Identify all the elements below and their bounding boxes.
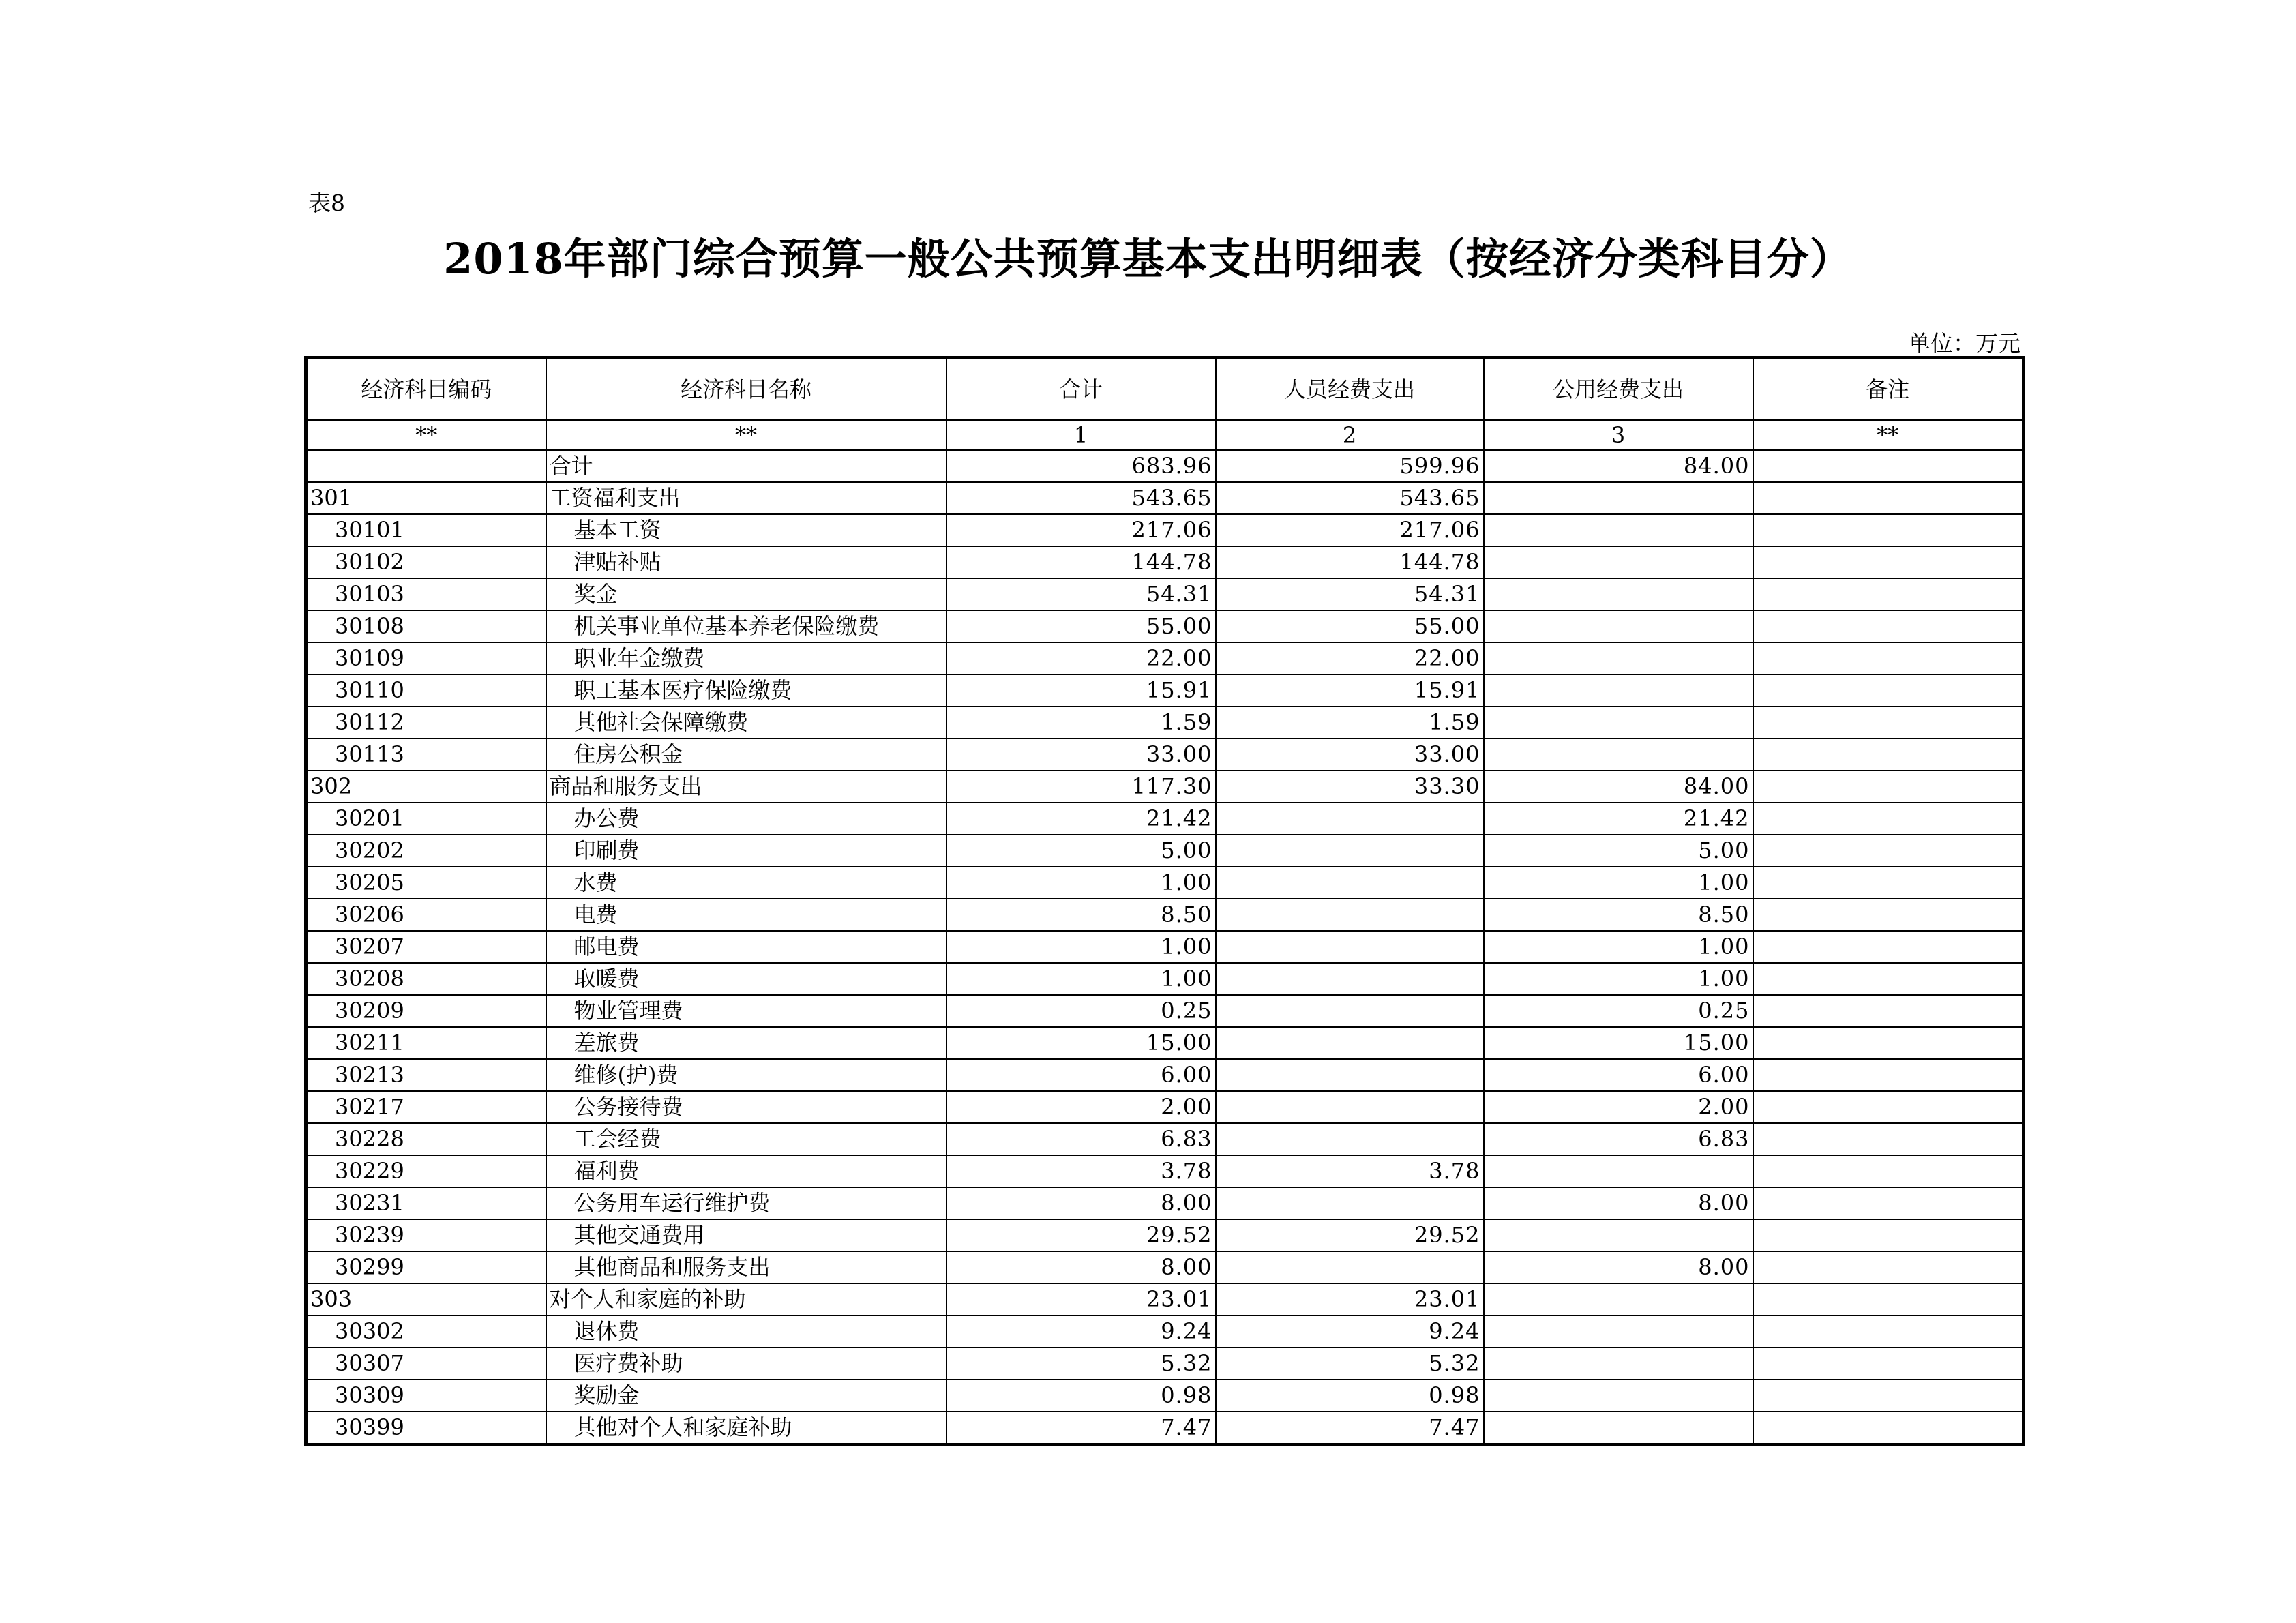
public-cell: 8.00 [1484,1251,1753,1283]
personnel-cell: 54.31 [1216,578,1484,610]
name-cell: 维修(护)费 [546,1059,946,1091]
table-row [306,867,2024,899]
index-cell: ** [1753,420,2024,450]
name-cell: 商品和服务支出 [546,771,946,803]
header-name: 经济科目名称 [546,358,946,421]
personnel-cell [1216,899,1484,931]
public-cell: 21.42 [1484,803,1753,835]
code-cell: 30205 [306,867,546,899]
code-cell [306,450,546,482]
code-cell: 30309 [306,1380,546,1412]
table-row [306,1219,2024,1251]
total-cell: 5.00 [946,835,1216,867]
index-cell: ** [546,420,946,450]
code-cell: 30211 [306,1027,546,1059]
note-cell [1753,450,2024,482]
public-cell [1484,1219,1753,1251]
table-row [306,642,2024,674]
code-cell: 30103 [306,578,546,610]
note-cell [1753,1219,2024,1251]
table-row [306,1412,2024,1445]
personnel-cell [1216,963,1484,995]
name-cell: 其他商品和服务支出 [546,1251,946,1283]
total-cell: 21.42 [946,803,1216,835]
total-cell: 1.00 [946,963,1216,995]
table-row [306,1059,2024,1091]
public-cell: 5.00 [1484,835,1753,867]
name-cell: 水费 [546,867,946,899]
note-cell [1753,771,2024,803]
name-cell: 职工基本医疗保险缴费 [546,674,946,706]
table-row [306,1315,2024,1347]
table-row [306,1347,2024,1380]
code-cell: 30302 [306,1315,546,1347]
personnel-cell: 3.78 [1216,1155,1484,1187]
personnel-cell [1216,1251,1484,1283]
total-cell: 1.00 [946,867,1216,899]
header-code: 经济科目编码 [306,358,546,421]
document-title: 2018年部门综合预算一般公共预算基本支出明细表（按经济分类科目分） [443,234,1853,284]
note-cell [1753,514,2024,546]
note-cell [1753,1315,2024,1347]
index-cell: 2 [1216,420,1484,450]
name-cell: 对个人和家庭的补助 [546,1283,946,1315]
code-cell: 301 [306,482,546,514]
public-cell [1484,739,1753,771]
total-cell: 8.00 [946,1251,1216,1283]
total-cell: 55.00 [946,610,1216,642]
code-cell: 302 [306,771,546,803]
code-cell: 30112 [306,706,546,739]
note-cell [1753,546,2024,578]
table-row [306,1380,2024,1412]
table-row [306,1187,2024,1219]
personnel-cell: 9.24 [1216,1315,1484,1347]
note-cell [1753,995,2024,1027]
table-row [306,1123,2024,1155]
table-row [306,803,2024,835]
total-cell: 23.01 [946,1283,1216,1315]
personnel-cell: 144.78 [1216,546,1484,578]
personnel-cell: 1.59 [1216,706,1484,739]
code-cell: 30229 [306,1155,546,1187]
total-cell: 0.98 [946,1380,1216,1412]
public-cell: 84.00 [1484,450,1753,482]
table-row [306,835,2024,867]
name-cell: 工资福利支出 [546,482,946,514]
table-row [306,610,2024,642]
code-cell: 30110 [306,674,546,706]
code-cell: 30201 [306,803,546,835]
note-cell [1753,1155,2024,1187]
note-cell [1753,1059,2024,1091]
public-cell [1484,706,1753,739]
total-cell: 9.24 [946,1315,1216,1347]
table-row [306,899,2024,931]
note-cell [1753,1347,2024,1380]
name-cell: 职业年金缴费 [546,642,946,674]
public-cell: 6.00 [1484,1059,1753,1091]
table-body [306,450,2024,1445]
code-cell: 303 [306,1283,546,1315]
total-cell: 54.31 [946,578,1216,610]
total-cell: 144.78 [946,546,1216,578]
personnel-cell: 217.06 [1216,514,1484,546]
personnel-cell: 599.96 [1216,450,1484,482]
personnel-cell: 543.65 [1216,482,1484,514]
header-row [306,358,2024,421]
public-cell [1484,1412,1753,1445]
personnel-cell: 15.91 [1216,674,1484,706]
note-cell [1753,739,2024,771]
total-cell: 543.65 [946,482,1216,514]
name-cell: 印刷费 [546,835,946,867]
code-cell: 30217 [306,1091,546,1123]
note-cell [1753,578,2024,610]
table-label: 表8 [308,190,345,216]
personnel-cell [1216,1091,1484,1123]
personnel-cell: 33.30 [1216,771,1484,803]
public-cell [1484,674,1753,706]
personnel-cell: 55.00 [1216,610,1484,642]
public-cell [1484,1155,1753,1187]
code-cell: 30202 [306,835,546,867]
personnel-cell [1216,803,1484,835]
table-row [306,578,2024,610]
table-row [306,450,2024,482]
index-cell: ** [306,420,546,450]
header-total: 合计 [946,358,1216,421]
total-cell: 7.47 [946,1412,1216,1445]
total-cell: 6.83 [946,1123,1216,1155]
name-cell: 医疗费补助 [546,1347,946,1380]
personnel-cell: 5.32 [1216,1347,1484,1380]
table-row [306,674,2024,706]
note-cell [1753,1027,2024,1059]
name-cell: 其他社会保障缴费 [546,706,946,739]
note-cell [1753,963,2024,995]
code-cell: 30207 [306,931,546,963]
table-row [306,1155,2024,1187]
name-cell: 津贴补贴 [546,546,946,578]
personnel-cell [1216,1027,1484,1059]
personnel-cell: 33.00 [1216,739,1484,771]
note-cell [1753,931,2024,963]
name-cell: 机关事业单位基本养老保险缴费 [546,610,946,642]
public-cell [1484,1315,1753,1347]
personnel-cell [1216,835,1484,867]
public-cell: 8.50 [1484,899,1753,931]
public-cell: 0.25 [1484,995,1753,1027]
note-cell [1753,1380,2024,1412]
public-cell [1484,546,1753,578]
table-row [306,771,2024,803]
total-cell: 8.00 [946,1187,1216,1219]
code-cell: 30109 [306,642,546,674]
public-cell: 1.00 [1484,931,1753,963]
total-cell: 5.32 [946,1347,1216,1380]
table-row [306,1027,2024,1059]
code-cell: 30213 [306,1059,546,1091]
personnel-cell: 23.01 [1216,1283,1484,1315]
public-cell [1484,482,1753,514]
table-row [306,706,2024,739]
total-cell: 117.30 [946,771,1216,803]
note-cell [1753,1123,2024,1155]
note-cell [1753,1091,2024,1123]
total-cell: 1.00 [946,931,1216,963]
total-cell: 8.50 [946,899,1216,931]
personnel-cell [1216,931,1484,963]
table-row [306,931,2024,963]
note-cell [1753,482,2024,514]
total-cell: 2.00 [946,1091,1216,1123]
name-cell: 其他对个人和家庭补助 [546,1412,946,1445]
public-cell: 1.00 [1484,867,1753,899]
personnel-cell [1216,867,1484,899]
table-row [306,482,2024,514]
table-row [306,546,2024,578]
public-cell: 8.00 [1484,1187,1753,1219]
table-row [306,514,2024,546]
code-cell: 30113 [306,739,546,771]
name-cell: 工会经费 [546,1123,946,1155]
note-cell [1753,1251,2024,1283]
name-cell: 差旅费 [546,1027,946,1059]
code-cell: 30108 [306,610,546,642]
name-cell: 住房公积金 [546,739,946,771]
name-cell: 取暖费 [546,963,946,995]
note-cell [1753,706,2024,739]
total-cell: 683.96 [946,450,1216,482]
note-cell [1753,642,2024,674]
note-cell [1753,867,2024,899]
table-row [306,1251,2024,1283]
note-cell [1753,803,2024,835]
code-cell: 30206 [306,899,546,931]
total-cell: 217.06 [946,514,1216,546]
code-cell: 30231 [306,1187,546,1219]
code-cell: 30399 [306,1412,546,1445]
note-cell [1753,1187,2024,1219]
public-cell [1484,1380,1753,1412]
note-cell [1753,1412,2024,1445]
public-cell [1484,578,1753,610]
total-cell: 6.00 [946,1059,1216,1091]
note-cell [1753,835,2024,867]
table-row [306,1283,2024,1315]
note-cell [1753,899,2024,931]
public-cell [1484,610,1753,642]
code-cell: 30102 [306,546,546,578]
header-public: 公用经费支出 [1484,358,1753,421]
total-cell: 33.00 [946,739,1216,771]
table-row [306,739,2024,771]
code-cell: 30307 [306,1347,546,1380]
total-cell: 15.00 [946,1027,1216,1059]
personnel-cell: 7.47 [1216,1412,1484,1445]
name-cell: 公务接待费 [546,1091,946,1123]
public-cell [1484,642,1753,674]
public-cell [1484,1347,1753,1380]
name-cell: 奖励金 [546,1380,946,1412]
index-cell: 3 [1484,420,1753,450]
total-cell: 0.25 [946,995,1216,1027]
total-cell: 29.52 [946,1219,1216,1251]
code-cell: 30299 [306,1251,546,1283]
code-cell: 30228 [306,1123,546,1155]
code-cell: 30101 [306,514,546,546]
table-row [306,1091,2024,1123]
note-cell [1753,674,2024,706]
budget-table [304,356,2025,1446]
code-cell: 30209 [306,995,546,1027]
personnel-cell: 0.98 [1216,1380,1484,1412]
header-note: 备注 [1753,358,2024,421]
table-row [306,995,2024,1027]
public-cell: 6.83 [1484,1123,1753,1155]
name-cell: 合计 [546,450,946,482]
public-cell: 84.00 [1484,771,1753,803]
public-cell: 2.00 [1484,1091,1753,1123]
index-cell: 1 [946,420,1216,450]
name-cell: 其他交通费用 [546,1219,946,1251]
unit-label: 单位：万元 [1908,330,2021,357]
name-cell: 退休费 [546,1315,946,1347]
note-cell [1753,610,2024,642]
personnel-cell: 22.00 [1216,642,1484,674]
personnel-cell [1216,1059,1484,1091]
name-cell: 公务用车运行维护费 [546,1187,946,1219]
public-cell [1484,514,1753,546]
note-cell [1753,1283,2024,1315]
index-row [306,420,2024,450]
name-cell: 福利费 [546,1155,946,1187]
code-cell: 30208 [306,963,546,995]
name-cell: 基本工资 [546,514,946,546]
public-cell: 1.00 [1484,963,1753,995]
name-cell: 邮电费 [546,931,946,963]
code-cell: 30239 [306,1219,546,1251]
total-cell: 22.00 [946,642,1216,674]
total-cell: 1.59 [946,706,1216,739]
name-cell: 奖金 [546,578,946,610]
personnel-cell [1216,995,1484,1027]
personnel-cell: 29.52 [1216,1219,1484,1251]
table-row [306,963,2024,995]
public-cell [1484,1283,1753,1315]
name-cell: 电费 [546,899,946,931]
total-cell: 3.78 [946,1155,1216,1187]
public-cell: 15.00 [1484,1027,1753,1059]
total-cell: 15.91 [946,674,1216,706]
header-personnel: 人员经费支出 [1216,358,1484,421]
personnel-cell [1216,1187,1484,1219]
personnel-cell [1216,1123,1484,1155]
name-cell: 物业管理费 [546,995,946,1027]
name-cell: 办公费 [546,803,946,835]
